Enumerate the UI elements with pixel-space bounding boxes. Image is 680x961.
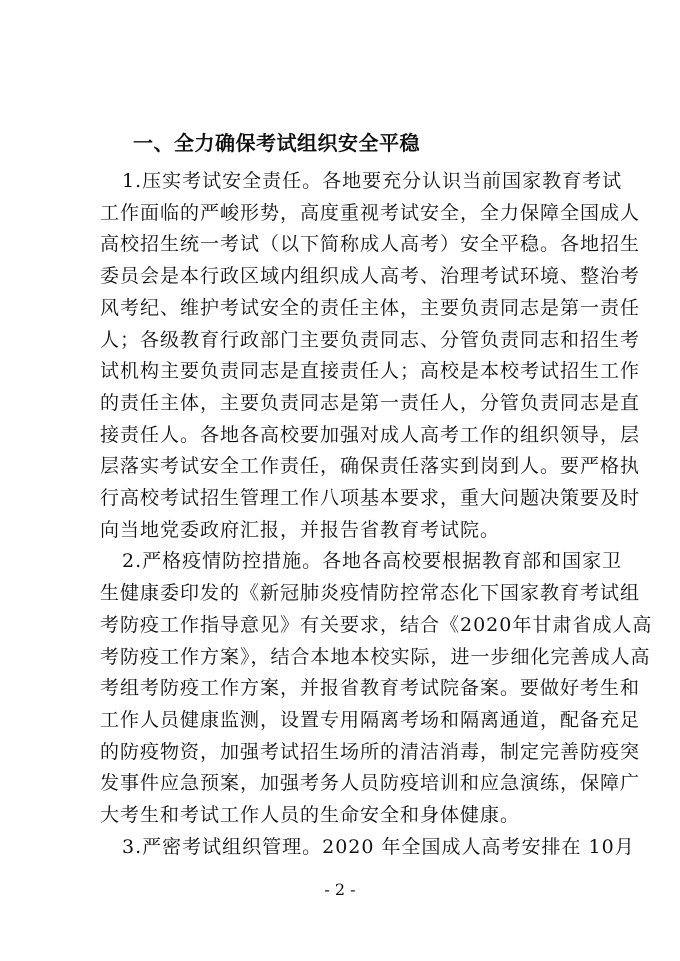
- text-line: 层落实考试安全工作责任，确保责任落实到岗到人。要严格执: [100, 455, 641, 478]
- text-line: 行高校考试招生管理工作八项基本要求，重大问题决策要及时: [100, 487, 641, 509]
- section-heading: 一、全力确保考试组织安全平稳: [133, 131, 420, 155]
- text-line: 试机构主要负责同志是直接责任人；高校是本校考试招生工作: [100, 360, 641, 383]
- text-line: 工作人员健康监测，设置专用隔离考场和隔离通道，配备充足: [100, 708, 641, 731]
- text-line: 大考生和考试工作人员的生命安全和身体健康。: [100, 804, 521, 826]
- text-line: 人；各级教育行政部门主要负责同志、分管负责同志和招生考: [100, 328, 641, 351]
- page-number: - 2 -: [324, 880, 356, 899]
- text-line: 向当地党委政府汇报，并报告省教育考试院。: [100, 518, 501, 541]
- text-line: 考防疫工作方案》，结合本地本校实际，进一步细化完善成人高: [100, 645, 651, 668]
- text-line: 委员会是本行政区域内组织成人高考、治理考试环境、整治考: [100, 265, 641, 288]
- text-line: 考防疫工作指导意见》有关要求，结合《2020年甘肃省成人高: [100, 613, 653, 636]
- text-line: 1.压实考试安全责任。各地要充分认识当前国家教育考试: [122, 170, 623, 192]
- text-line: 工作面临的严峻形势，高度重视考试安全，全力保障全国成人: [100, 201, 641, 224]
- text-line: 接责任人。各地各高校要加强对成人高考工作的组织领导，层: [100, 423, 641, 446]
- text-line: 考组考防疫工作方案，并报省教育考试院备案。要做好考生和: [100, 677, 641, 700]
- text-line: 的责任主体，主要负责同志是第一责任人，分管负责同志是直: [100, 391, 641, 414]
- text-line: 高校招生统一考试（以下简称成人高考）安全平稳。各地招生: [100, 233, 641, 256]
- text-line: 发事件应急预案，加强考务人员防疫培训和应急演练，保障广: [100, 772, 641, 795]
- text-line: 的防疫物资，加强考试招生场所的清洁消毒，制定完善防疫突: [100, 740, 641, 763]
- text-line: 2.严格疫情防控措施。各地各高校要根据教育部和国家卫: [122, 550, 623, 573]
- text-line: 生健康委印发的《新冠肺炎疫情防控常态化下国家教育考试组: [100, 582, 641, 605]
- text-line: 风考纪、维护考试安全的责任主体，主要负责同志是第一责任: [100, 296, 641, 319]
- text-line: 3.严密考试组织管理。2020 年全国成人高考安排在 10月: [122, 835, 635, 858]
